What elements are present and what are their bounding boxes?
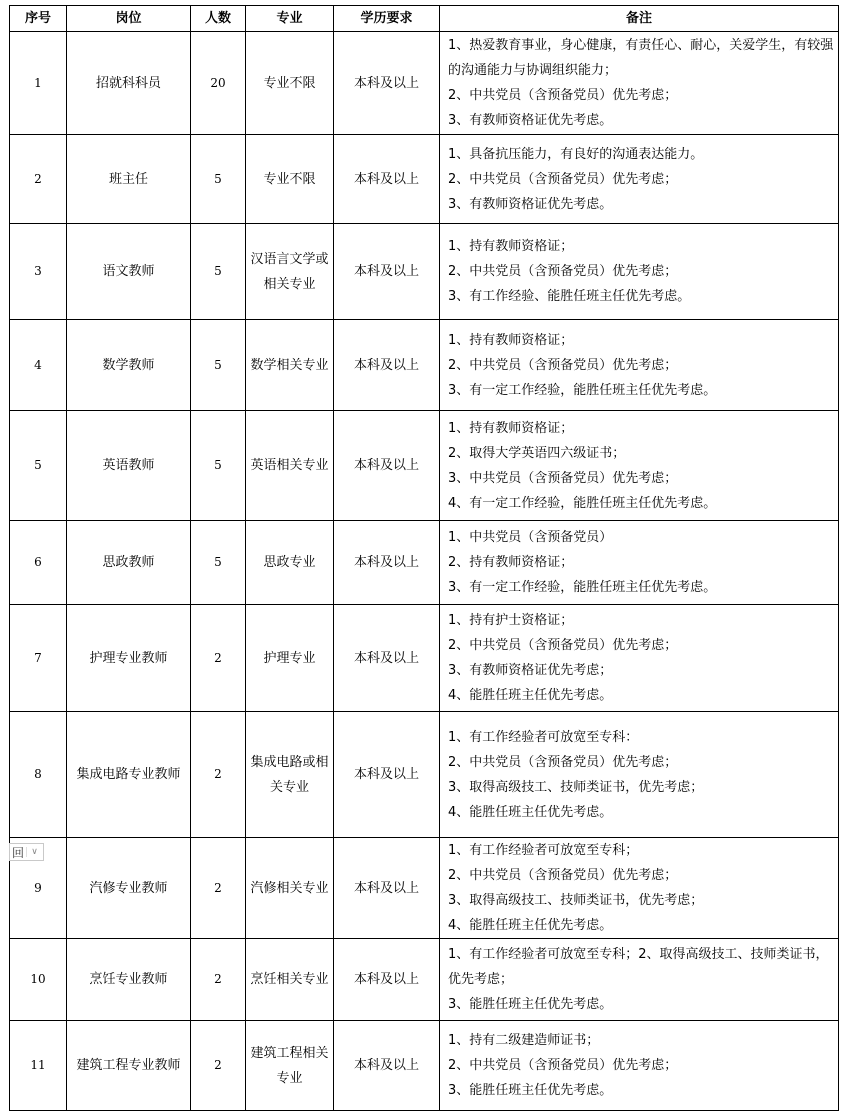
cell-education: 本科及以上 xyxy=(334,605,440,712)
cell-count: 2 xyxy=(191,1021,246,1111)
cell-count: 20 xyxy=(191,32,246,135)
cell-notes xyxy=(440,411,839,521)
cell-seq: 2 xyxy=(10,135,67,224)
cell-seq: 1 xyxy=(10,32,67,135)
cell-position-text: 集成电路专业教师 xyxy=(76,767,181,782)
cell-major: 专业不限 xyxy=(246,135,334,224)
cell-position-text: 建筑工程专业教师 xyxy=(76,1058,181,1073)
note-line: 3、中共党员（含预备党员）优先考虑； xyxy=(448,470,678,486)
note-line: 3、有教师资格证优先考虑。 xyxy=(448,113,613,128)
cell-notes xyxy=(440,135,839,224)
note-line: 3、取得高级技工、技师类证书，优先考虑； xyxy=(448,779,704,795)
note-line: 4、能胜任班主任优先考虑。 xyxy=(448,804,613,820)
note-line: 3、能胜任班主任优先考虑。 xyxy=(448,1083,613,1098)
table-row xyxy=(10,135,839,224)
recruitment-table xyxy=(9,5,839,1111)
table-handle[interactable] xyxy=(9,843,44,861)
cell-count: 5 xyxy=(191,320,246,411)
note-line: 4、能胜任班主任优先考虑。 xyxy=(448,918,613,933)
cell-position: 语文教师 xyxy=(67,224,191,320)
note-line: 2、中共党员（含预备党员）优先考虑； xyxy=(448,88,678,103)
note-line: 1、持有教师资格证； xyxy=(448,332,574,348)
cell-position xyxy=(67,1021,191,1111)
cell-notes xyxy=(440,1021,839,1111)
table-row xyxy=(10,712,839,838)
note-line: 3、有一定工作经验，能胜任班主任优先考虑。 xyxy=(448,580,717,595)
cell-count: 2 xyxy=(191,605,246,712)
table-row xyxy=(10,411,839,521)
cell-notes xyxy=(440,521,839,605)
table-row xyxy=(10,320,839,411)
note-line: 1、有工作经验者可放宽至专科；2、取得高级技工、技师类证书，优先考虑； xyxy=(448,947,829,987)
cell-major xyxy=(246,1021,334,1111)
note-line: 1、具备抗压能力，有良好的沟通表达能力。 xyxy=(448,146,704,162)
cell-position: 班主任 xyxy=(67,135,191,224)
table-row xyxy=(10,605,839,712)
cell-major-text: 汉语言文学或相关专业 xyxy=(250,251,329,292)
cell-count: 5 xyxy=(191,411,246,521)
cell-count: 2 xyxy=(191,939,246,1021)
table-row xyxy=(10,521,839,605)
table-row xyxy=(10,224,839,320)
cell-seq: 3 xyxy=(10,224,67,320)
cell-education: 本科及以上 xyxy=(334,838,440,939)
note-line: 2、持有教师资格证； xyxy=(448,555,574,570)
cell-position: 汽修专业教师 xyxy=(67,838,191,939)
cell-position: 思政教师 xyxy=(67,521,191,605)
note-line: 2、中共党员（含预备党员）优先考虑； xyxy=(448,171,678,187)
header-seq: 序号 xyxy=(10,6,67,32)
cell-seq: 10 xyxy=(10,939,67,1021)
header-count: 人数 xyxy=(191,6,246,32)
cell-major: 专业不限 xyxy=(246,32,334,135)
cell-major-text: 英语相关专业 xyxy=(250,458,329,473)
cell-seq: 8 xyxy=(10,712,67,838)
cell-position: 招就科科员 xyxy=(67,32,191,135)
header-row xyxy=(10,6,839,32)
cell-count: 5 xyxy=(191,224,246,320)
cell-major: 思政专业 xyxy=(246,521,334,605)
header-notes: 备注 xyxy=(440,6,839,32)
note-line: 3、取得高级技工、技师类证书，优先考虑； xyxy=(448,893,704,908)
note-line: 3、有工作经验、能胜任班主任优先考虑。 xyxy=(448,289,691,304)
cell-count: 5 xyxy=(191,521,246,605)
table-move-icon[interactable]: 回 xyxy=(11,845,24,860)
note-line: 2、中共党员（含预备党员）优先考虑； xyxy=(448,264,678,279)
cell-position: 护理专业教师 xyxy=(67,605,191,712)
note-line: 1、持有二级建造师证书； xyxy=(448,1033,600,1048)
note-line: 1、热爱教育事业，身心健康，有责任心、耐心，关爱学生，有较强的沟通能力与协调组织能力； xyxy=(448,38,834,78)
cell-education: 本科及以上 xyxy=(334,32,440,135)
cell-major xyxy=(246,320,334,411)
cell-major xyxy=(246,411,334,521)
note-line: 1、持有教师资格证； xyxy=(448,239,574,254)
note-line: 4、能胜任班主任优先考虑。 xyxy=(448,688,613,703)
cell-major xyxy=(246,838,334,939)
cell-major xyxy=(246,712,334,838)
cell-education: 本科及以上 xyxy=(334,712,440,838)
note-line: 1、中共党员（含预备党员） xyxy=(448,530,613,545)
header-position: 岗位 xyxy=(67,6,191,32)
cell-seq: 4 xyxy=(10,320,67,411)
cell-major xyxy=(246,224,334,320)
note-line: 2、中共党员（含预备党员）优先考虑； xyxy=(448,638,678,653)
cell-major-text: 建筑工程相关专业 xyxy=(250,1045,329,1086)
note-line: 2、中共党员（含预备党员）优先考虑； xyxy=(448,754,678,770)
cell-position: 数学教师 xyxy=(67,320,191,411)
note-line: 2、中共党员（含预备党员）优先考虑； xyxy=(448,1058,678,1073)
cell-major-text: 数学相关专业 xyxy=(250,357,329,373)
cell-education: 本科及以上 xyxy=(334,939,440,1021)
cell-notes xyxy=(440,605,839,712)
cell-seq: 11 xyxy=(10,1021,67,1111)
cell-major: 护理专业 xyxy=(246,605,334,712)
note-line: 1、有工作经验者可放宽至专科； xyxy=(448,843,639,858)
note-line: 3、能胜任班主任优先考虑。 xyxy=(448,997,613,1012)
note-line: 4、有一定工作经验，能胜任班主任优先考虑。 xyxy=(448,495,717,511)
cell-major-text: 汽修相关专业 xyxy=(250,880,329,896)
cell-notes xyxy=(440,838,839,939)
cell-notes xyxy=(440,712,839,838)
cell-education: 本科及以上 xyxy=(334,320,440,411)
cell-notes xyxy=(440,320,839,411)
cell-major xyxy=(246,939,334,1021)
note-line: 1、持有教师资格证； xyxy=(448,420,574,436)
cell-education: 本科及以上 xyxy=(334,1021,440,1111)
note-line: 2、取得大学英语四六级证书； xyxy=(448,445,626,461)
cell-seq: 5 xyxy=(10,411,67,521)
note-line: 3、有教师资格证优先考虑； xyxy=(448,663,613,678)
cell-education: 本科及以上 xyxy=(334,224,440,320)
table-row xyxy=(10,1021,839,1111)
cell-notes xyxy=(440,939,839,1021)
cell-position xyxy=(67,712,191,838)
cell-education: 本科及以上 xyxy=(334,135,440,224)
header-education: 学历要求 xyxy=(334,6,440,32)
note-line: 2、中共党员（含预备党员）优先考虑； xyxy=(448,357,678,373)
note-line: 1、有工作经验者可放宽至专科： xyxy=(448,729,639,745)
note-line: 3、有一定工作经验，能胜任班主任优先考虑。 xyxy=(448,382,717,398)
cell-notes xyxy=(440,32,839,135)
cell-count: 2 xyxy=(191,838,246,939)
cell-education: 本科及以上 xyxy=(334,411,440,521)
note-line: 2、中共党员（含预备党员）优先考虑； xyxy=(448,868,678,883)
cell-major-text: 烹饪相关专业 xyxy=(250,972,329,987)
cell-seq: 6 xyxy=(10,521,67,605)
cell-education: 本科及以上 xyxy=(334,521,440,605)
cell-count: 5 xyxy=(191,135,246,224)
table-row xyxy=(10,939,839,1021)
cell-position: 英语教师 xyxy=(67,411,191,521)
cell-seq: 7 xyxy=(10,605,67,712)
cell-position: 烹饪专业教师 xyxy=(67,939,191,1021)
cell-count: 2 xyxy=(191,712,246,838)
table-row xyxy=(10,838,839,939)
note-line: 1、持有护士资格证； xyxy=(448,613,574,628)
table-row xyxy=(10,32,839,135)
cell-seq: 9 xyxy=(10,838,67,939)
header-major: 专业 xyxy=(246,6,334,32)
note-line: 3、有教师资格证优先考虑。 xyxy=(448,196,613,212)
cell-notes xyxy=(440,224,839,320)
cell-major-text: 集成电路或相关专业 xyxy=(250,754,329,795)
chevron-down-icon[interactable]: ∨ xyxy=(26,847,42,857)
